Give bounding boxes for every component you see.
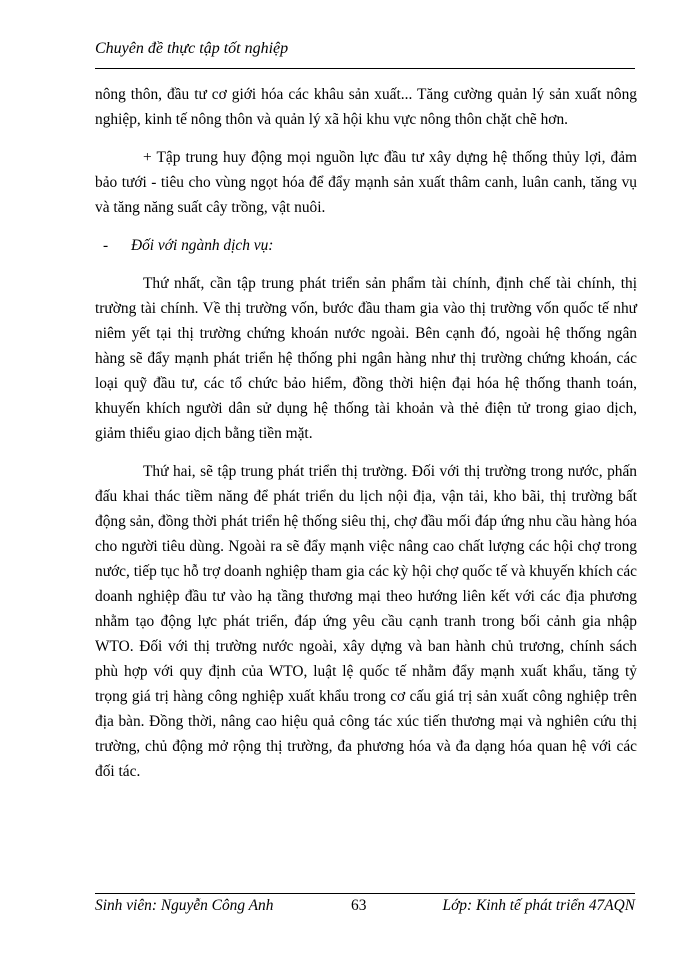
paragraph-4: Thứ hai, sẽ tập trung phát triển thị trường. Đối với thị trường trong nước, phấn đấu khai thác tiềm năng để phát triển du lịch nội địa, vận tải, kho bãi, thị trường bất động sản, đồng thời phát triển hệ thống siêu thị, chợ đầu mối đáp ứng nhu cầu hàng hóa cho người tiêu dùng. Ngoài ra sẽ đẩy mạnh việc nâng cao chất lượng các hội chợ trong nước, tiếp tục hỗ trợ doanh nghiệp tham gia các kỳ hội chợ quốc tế và khuyến khích các doanh nghiệp đầu tư vào hạ tầng thương mại theo hướng liên kết với các địa phương nhằm tạo động lực phát triển, đáp ứng yêu cầu cạnh tranh trong bối cảnh gia nhập WTO. Đối với thị trường nước ngoài, xây dựng và ban hành chủ trương, chính sách phù hợp với quy định của WTO, luật lệ quốc tế nhằm đẩy mạnh xuất khẩu, tăng tỷ trọng giá trị hàng công nghiệp xuất khẩu trong cơ cấu giá trị sản xuất công nghiệp trên địa bàn. Đồng thời, nâng cao hiệu quả công tác xúc tiến thương mại và nghiên cứu thị trường, chủ động mở rộng thị trường, đa phương hóa và đa dạng hóa quan hệ với các đối tác. (95, 463, 637, 780)
footer-divider (95, 893, 635, 894)
section-heading (95, 233, 637, 258)
page-number: 63 (351, 897, 367, 914)
page-header: Chuyên đề thực tập tốt nghiệp (95, 40, 289, 57)
paragraph-3: Thứ nhất, cần tập trung phát triển sản phẩm tài chính, định chế tài chính, thị trường tài chính. Về thị trường vốn, bước đầu tham gia vào thị trường vốn quốc tế như niêm yết tại thị trường chứng khoán nước ngoài. Bên cạnh đó, ngoài hệ thống ngân hàng sẽ đẩy mạnh phát triển hệ thống phi ngân hàng như thị trường chứng khoán, các loại quỹ đầu tư, các tổ chức bảo hiểm, đồng thời hiện đại hóa hệ thống thanh toán, khuyến khích người dân sử dụng hệ thống tài khoản và thẻ điện tử trong giao dịch, giảm thiểu giao dịch bằng tiền mặt. (95, 275, 637, 442)
footer-student: Sinh viên: Nguyễn Công Anh (95, 897, 274, 914)
bullet-dash: - (103, 237, 109, 254)
header-divider (95, 68, 635, 69)
section-heading-text: Đối với ngành dịch vụ: (131, 237, 274, 254)
paragraph-2: + Tập trung huy động mọi nguồn lực đầu tư xây dựng hệ thống thủy lợi, đảm bảo tưới - tiêu cho vùng ngọt hóa để đẩy mạnh sản xuất thâm canh, luân canh, tăng vụ và tăng năng suất cây trồng, vật nuôi. (95, 149, 637, 216)
paragraph-1: nông thôn, đầu tư cơ giới hóa các khâu sản xuất... Tăng cường quản lý sản xuất nông nghiệp, kinh tế nông thôn và quản lý xã hội khu vực nông thôn chặt chẽ hơn. (95, 86, 637, 128)
footer-class: Lớp: Kinh tế phát triển 47AQN (442, 897, 635, 914)
document-body (95, 82, 637, 797)
